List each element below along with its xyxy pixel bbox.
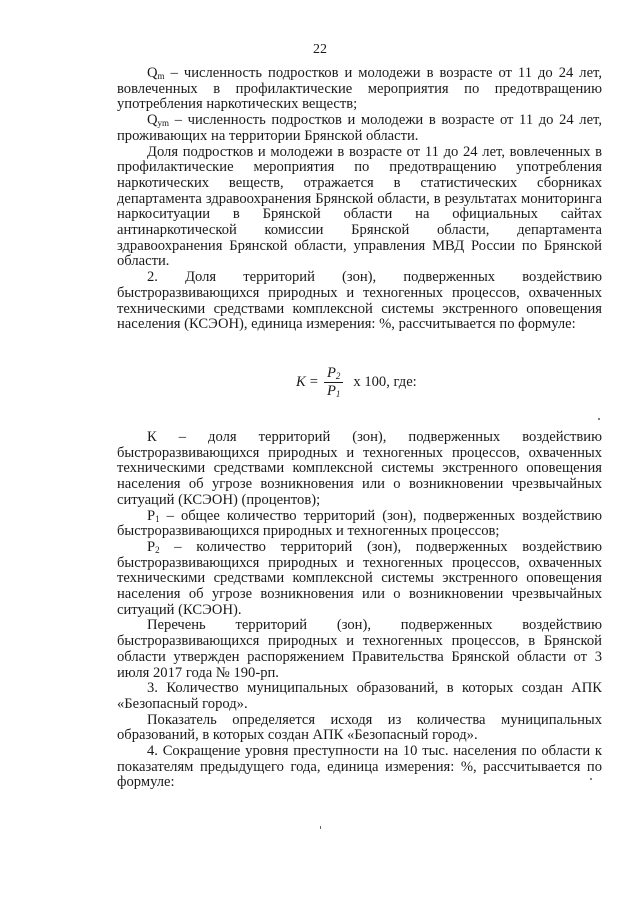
- formula-fraction: [324, 365, 343, 400]
- formula-denominator: [324, 383, 343, 400]
- paragraph-share-source: Доля подростков и молодежи в возрасте от 11 до 24 лет, вовлеченных в профилактические мероприятия по предотвращению употребления наркотических веществ, отражается в статистических сборниках департамента здравоохранения Брянской области, в результатах мониторинга наркоситуации в Брянской области на официальных сайтах антинаркотической комиссии Брянской области, департамента здравоохранения Брянской области, управления МВД России по Брянской области.: [117, 143, 602, 270]
- denominator-subscript: 1: [335, 388, 341, 399]
- var-q-subscript: ym: [157, 118, 170, 129]
- numerator-var: P: [326, 364, 336, 381]
- paragraph-k-definition: К – доля территорий (зон), подверженных воздействию быстроразвивающихся природных и техногенных процессов, охваченных техническими средствами комплексной системы экстренного оповещения населения об угрозе возникновения или о возникновении чрезвычайных ситуаций (КСЭОН) (процентов);: [117, 429, 602, 508]
- paragraph-q-ym: [117, 113, 602, 144]
- text-block-top: [117, 66, 602, 333]
- formula-tail: х 100, где:: [353, 373, 417, 390]
- paragraph-text: – численность подростков и молодежи в возрасте от 11 до 24 лет, вовлеченных в профилактические мероприятия по предотвращению употребления наркотических веществ;: [117, 65, 602, 113]
- formula-k: [296, 356, 417, 408]
- paragraph-p1-definition: [117, 509, 602, 540]
- var-p: P: [147, 507, 156, 524]
- denominator-var: P: [326, 382, 336, 399]
- formula-lhs: K: [296, 373, 306, 390]
- var-q: Q: [147, 65, 158, 81]
- paragraph-item-2: 2. Доля территорий (зон), подверженных воздействию быстроразвивающихся природных и техногенных процессов, охваченных техническими средствами комплексной системы экстренного оповещения населения (КСЭОН), единица измерения: %, рассчитывается по формуле:: [117, 269, 602, 333]
- paragraph-text: – численность подростков и молодежи в возрасте от 11 до 24 лет, проживающих на территории Брянской области.: [117, 112, 602, 144]
- page-number: 22: [313, 42, 327, 57]
- paragraph-p2-definition: [117, 540, 602, 619]
- var-q: Q: [147, 112, 158, 129]
- var-p-subscript: 1: [155, 513, 160, 524]
- formula-equals: =: [309, 373, 318, 390]
- var-p: P: [147, 538, 156, 555]
- paragraph-indicator: Показатель определяется исходя из количества муниципальных образований, в которых создан АПК «Безопасный город».: [117, 711, 602, 744]
- var-q-subscript: m: [157, 71, 165, 81]
- paragraph-q-m: [117, 66, 602, 113]
- scan-speck: [598, 418, 600, 420]
- text-block-bottom: [117, 430, 602, 791]
- paragraph-item-3: 3. Количество муниципальных образований, в которых создан АПК «Безопасный город».: [117, 680, 602, 712]
- numerator-subscript: 2: [335, 370, 341, 381]
- formula-numerator: [324, 365, 343, 383]
- scan-speck: [590, 778, 592, 780]
- scan-speck: [320, 826, 321, 829]
- paragraph-text: – количество территорий (зон), подверженных воздействию быстроразвивающихся природных и техногенных процессов, охваченных техническими средствами комплексной системы экстренного оповещения населения об угрозе возникновения или о возникновении чрезвычайных ситуаций (КСЭОН).: [117, 538, 602, 618]
- paragraph-item-4: 4. Сокращение уровня преступности на 10 тыс. населения по области к показателям предыдущего года, единица измерения: %, рассчитывается по формуле:: [117, 743, 602, 791]
- paragraph-territory-list: Перечень территорий (зон), подверженных воздействию быстроразвивающихся природных и техногенных процессов, в Брянской области утвержден распоряжением Правительства Брянской области от 3 июля 2017 года № 190-рп.: [117, 617, 602, 681]
- var-p-subscript: 2: [155, 544, 160, 555]
- paragraph-text: – общее количество территорий (зон), подверженных воздействию быстроразвивающихся природных и техногенных процессов;: [117, 507, 602, 540]
